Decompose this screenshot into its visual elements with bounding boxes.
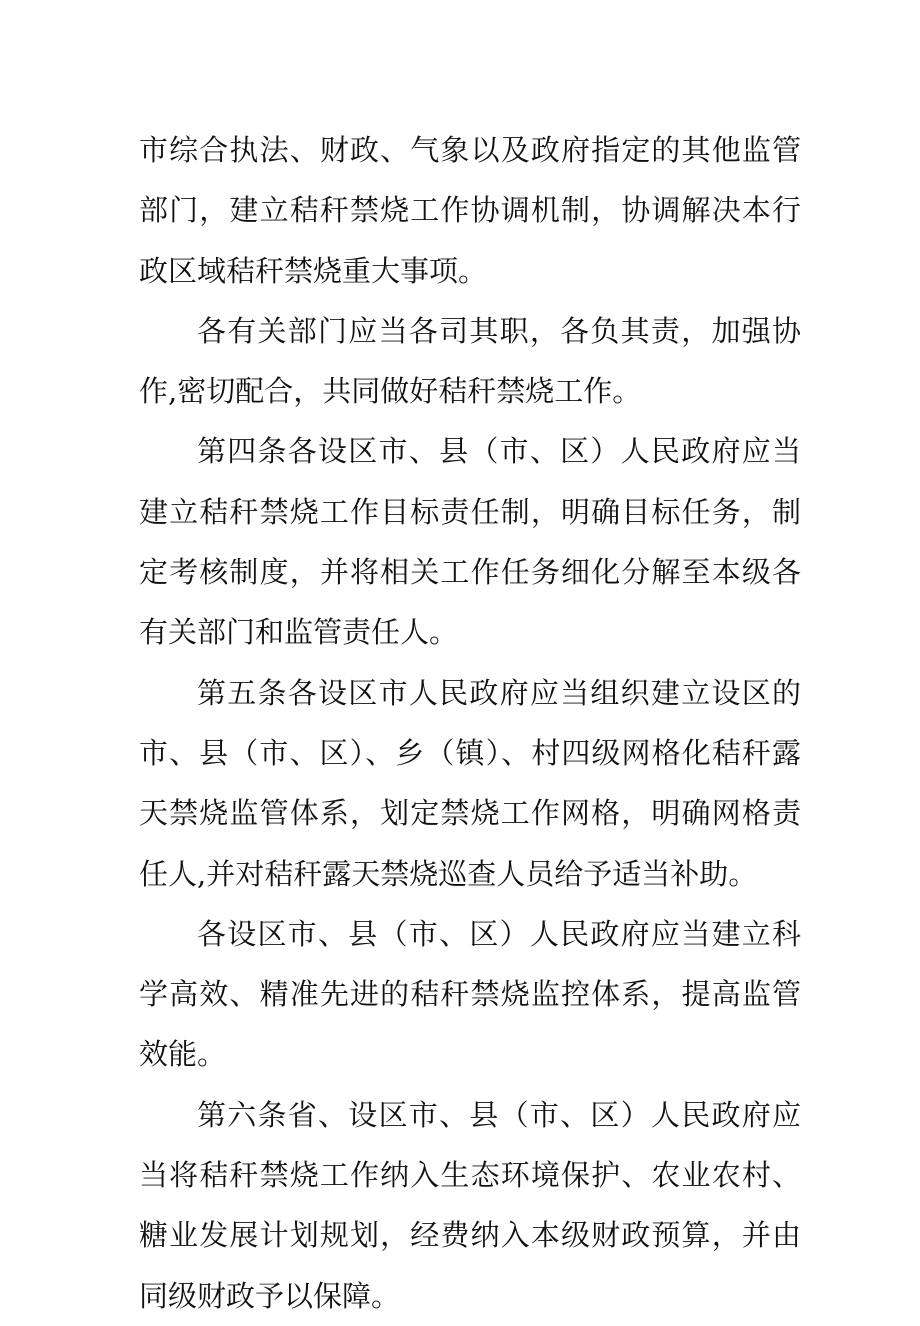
- paragraph-1: 市综合执法、财政、气象以及政府指定的其他监管部门，建立秸秆禁烧工作协调机制，协调解决本行政区域秸秆禁烧重大事项。: [139, 133, 801, 288]
- paragraph-article-5: 第五条各设区市人民政府应当组织建立设区的市、县（市、区）、乡（镇）、村四级网格化秸秆露天禁烧监管体系，划定禁烧工作网格，明确网格责任人,并对秸秆露天禁烧巡查人员给予适当补助。: [139, 675, 801, 891]
- paragraph-2: 各有关部门应当各司其职，各负其责，加强协作,密切配合，共同做好秸秆禁烧工作。: [139, 313, 801, 409]
- paragraph-5: 各设区市、县（市、区）人民政府应当建立科学高效、精准先进的秸秆禁烧监控体系，提高监管效能。: [139, 916, 801, 1072]
- document-body: [139, 120, 801, 1326]
- paragraph-article-6: 第六条省、设区市、县（市、区）人民政府应当将秸秆禁烧工作纳入生态环境保护、农业农村、糖业发展计划规划，经费纳入本级财政预算，并由同级财政予以保障。: [139, 1097, 801, 1313]
- paragraph-article-4: 第四条各设区市、县（市、区）人民政府应当建立秸秆禁烧工作目标责任制，明确目标任务，制定考核制度，并将相关工作任务细化分解至本级各有关部门和监管责任人。: [139, 434, 801, 650]
